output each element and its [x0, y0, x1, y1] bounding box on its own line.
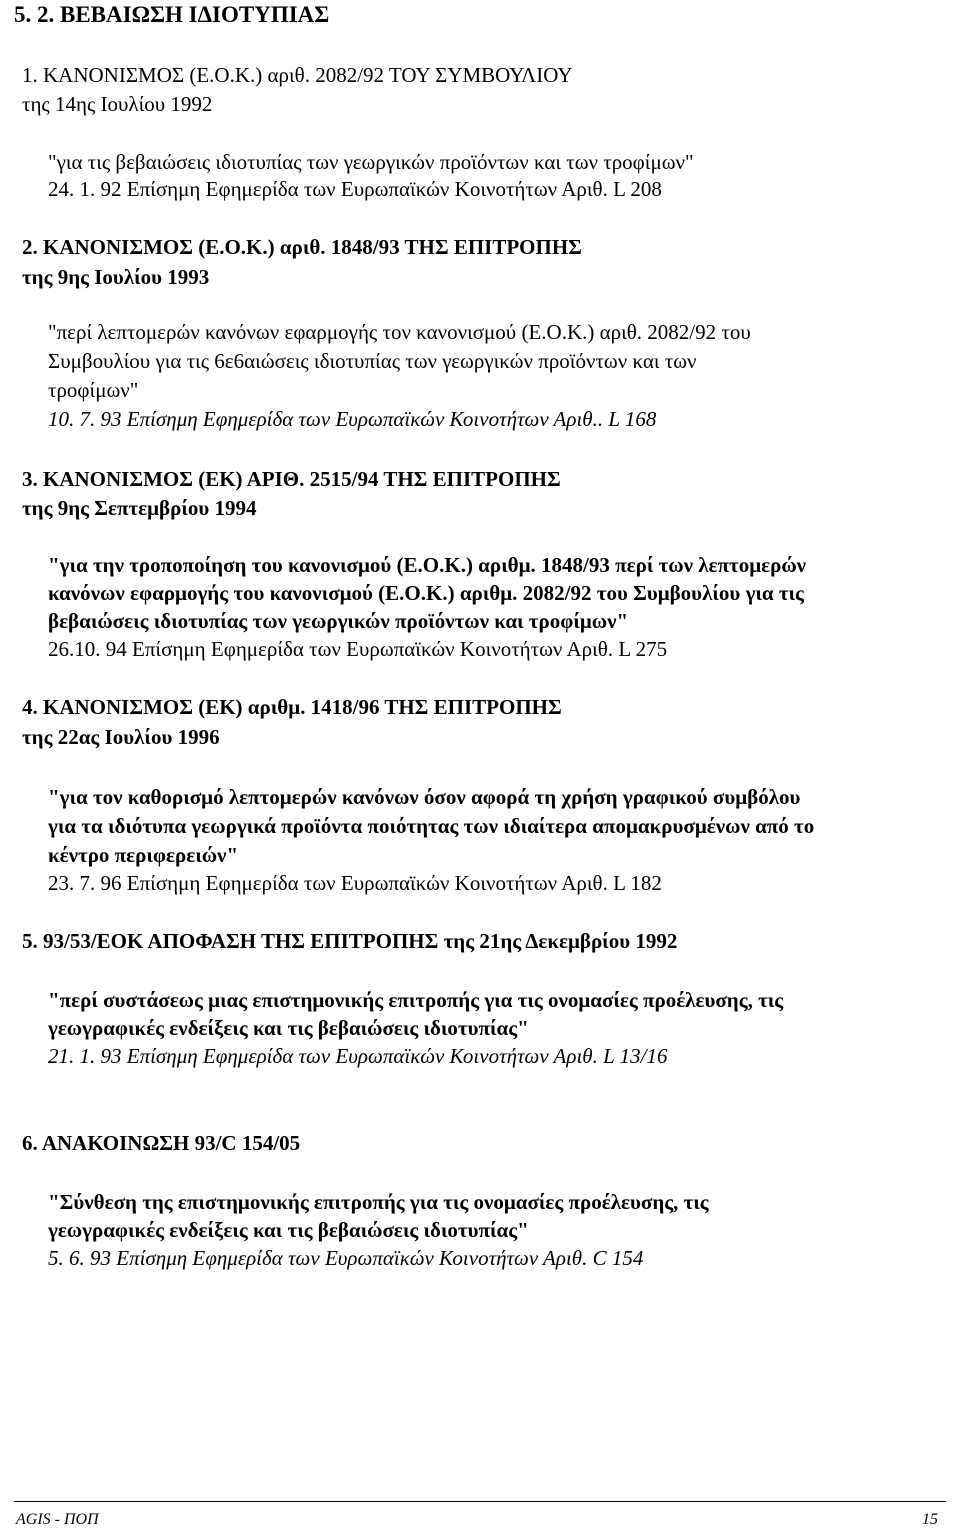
item6-title: 6. ΑΝΑΚΟΙΝΩΣΗ 93/C 154/05 [22, 1131, 301, 1155]
item2-description-line1: "περί λεπτομερών κανόνων εφαρμογής τον κανονισμού (Ε.Ο.Κ.) αριθ. 2082/92 του [48, 320, 751, 344]
item1-date: της 14ης Ιουλίου 1992 [22, 92, 213, 116]
item3-description-line1: "για την τροποποίηση του κανονισμού (Ε.Ο.Κ.) αριθμ. 1848/93 περί των λεπτομερών [48, 553, 807, 577]
item2-description-line2: Συμβουλίου για τις 6ε6αιώσεις ιδιοτυπίας των γεωργικών προϊόντων και των [48, 349, 697, 373]
item3-date: της 9ης Σεπτεμβρίου 1994 [22, 496, 257, 520]
item3-description-line2: κανόνων εφαρμογής του κανονισμού (Ε.Ο.Κ.) αριθμ. 2082/92 του Συμβουλίου για τις [48, 581, 804, 605]
item1-title: 1. ΚΑΝΟΝΙΣΜΟΣ (Ε.Ο.Κ.) αριθ. 2082/92 ΤΟΥ ΣΥΜΒΟΥΛΙΟΥ [22, 63, 573, 87]
page-number: 15 [922, 1511, 938, 1528]
item5-title: 5. 93/53/ΕΟΚ ΑΠΟΦΑΣΗ ΤΗΣ ΕΠΙΤΡΟΠΗΣ της 21ης Δεκεμβρίου 1992 [22, 929, 678, 953]
item1-reference: 24. 1. 92 Επίσημη Εφημερίδα των Ευρωπαϊκών Κοινοτήτων Αριθ. L 208 [48, 177, 662, 201]
item6-reference: 5. 6. 93 Επίσημη Εφημερίδα των Ευρωπαϊκών Κοινοτήτων Αριθ. C 154 [48, 1246, 644, 1270]
section-heading: 5. 2. ΒΕΒΑΙΩΣΗ ΙΔΙΟΤΥΠΙΑΣ [14, 2, 330, 27]
item4-description-line1: "για τον καθορισμό λεπτομερών κανόνων όσον αφορά τη χρήση γραφικού συμβόλου [48, 785, 801, 809]
item2-title: 2. ΚΑΝΟΝΙΣΜΟΣ (Ε.Ο.Κ.) αριθ. 1848/93 ΤΗΣ ΕΠΙΤΡΟΠΗΣ [22, 235, 582, 259]
item2-reference: 10. 7. 93 Επίσημη Εφημερίδα των Ευρωπαϊκών Κοινοτήτων Αριθ.. L 168 [48, 407, 657, 431]
item5-description-line2: γεωγραφικές ενδείξεις και τις βεβαιώσεις ιδιοτυπίας" [48, 1016, 529, 1040]
item4-title: 4. ΚΑΝΟΝΙΣΜΟΣ (ΕΚ) αριθμ. 1418/96 ΤΗΣ ΕΠΙΤΡΟΠΗΣ [22, 695, 562, 719]
item2-description-line3: τροφίμων" [48, 378, 139, 402]
item2-date: της 9ης Ιουλίου 1993 [22, 265, 210, 289]
item1-description: "για τις βεβαιώσεις ιδιοτυπίας των γεωργικών προϊόντων και των τροφίμων" [48, 150, 694, 174]
item6-description-line2: γεωγραφικές ενδείξεις και τις βεβαιώσεις ιδιοτυπίας" [48, 1218, 529, 1242]
footer-divider [14, 1501, 946, 1502]
item5-reference: 21. 1. 93 Επίσημη Εφημερίδα των Ευρωπαϊκών Κοινοτήτων Αριθ. L 13/16 [48, 1044, 668, 1068]
item4-reference: 23. 7. 96 Επίσημη Εφημερίδα των Ευρωπαϊκών Κοινοτήτων Αριθ. L 182 [48, 871, 662, 895]
item3-title: 3. ΚΑΝΟΝΙΣΜΟΣ (ΕΚ) ΑΡΙΘ. 2515/94 ΤΗΣ ΕΠΙΤΡΟΠΗΣ [22, 467, 561, 491]
item5-description-line1: "περί συστάσεως μιας επιστημονικής επιτροπής για τις ονομασίες προέλευσης, τις [48, 988, 784, 1012]
item4-description-line3: κέντρο περιφερειών" [48, 843, 239, 867]
item3-reference: 26.10. 94 Επίσημη Εφημερίδα των Ευρωπαϊκών Κοινοτήτων Αριθ. L 275 [48, 637, 668, 661]
item4-date: της 22ας Ιουλίου 1996 [22, 725, 220, 749]
item6-description-line1: "Σύνθεση της επιστημονικής επιτροπής για τις ονομασίες προέλευσης, τις [48, 1190, 709, 1214]
footer-document-label: AGIS - ΠΟΠ [16, 1511, 99, 1528]
item3-description-line3: βεβαιώσεις ιδιοτυπίας των γεωργικών προϊόντων και τροφίμων" [48, 609, 629, 633]
item4-description-line2: για τα ιδιότυπα γεωργικά προϊόντα ποιότητας των ιδιαίτερα απομακρυσμένων από το [48, 814, 815, 838]
